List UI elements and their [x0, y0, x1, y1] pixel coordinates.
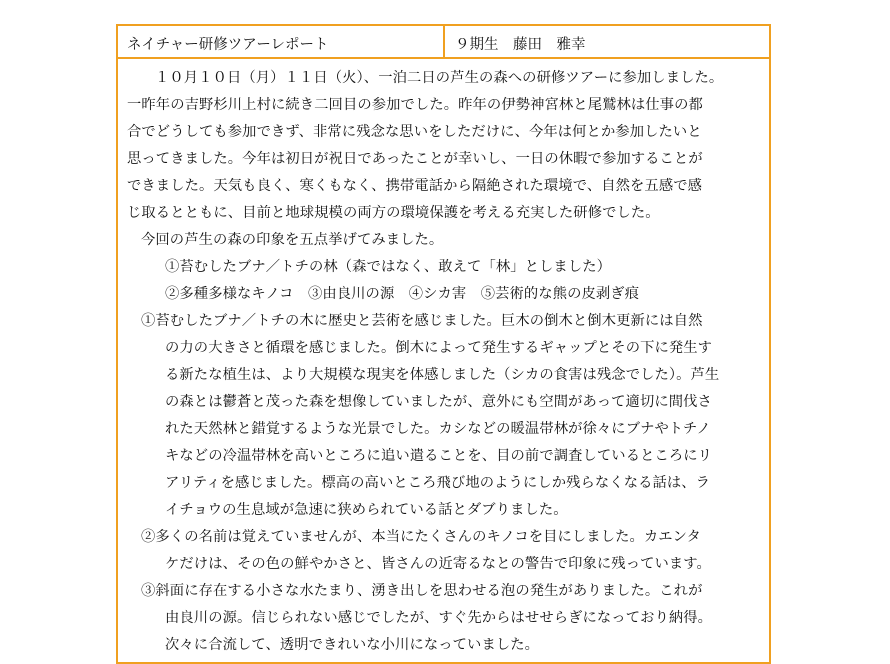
impression-list-item: ②多種多様なキノコ ③由良川の源 ④シカ害 ⑤芸術的な熊の皮剥ぎ痕 — [165, 286, 640, 302]
report-title: ネイチャー研修ツアーレポート — [118, 26, 445, 57]
item-2-line: ②多くの名前は覚えていませんが、本当にたくさんのキノコを目にしました。カエンタ — [141, 529, 701, 545]
paragraph-line: じ取るとともに、目前と地球規模の両方の環境保護を考える充実した研修でした。 — [127, 205, 660, 221]
item-1-line: ①苔むしたブナ／トチの木に歴史と芸術を感じました。巨木の倒木と倒木更新には自然 — [141, 313, 703, 329]
item-1-cont: イチョウの生息域が急速に狭められている話とダブりました。 — [165, 502, 568, 518]
impression-list-item: ①苔むしたブナ／トチの林（森ではなく、敢えて「林」としました） — [165, 259, 612, 275]
item-3-cont: 次々に合流して、透明できれいな小川になっていました。 — [165, 637, 540, 653]
item-1-cont: キなどの冷温帯林を高いところに追い遣ることを、目の前で調査しているところにリ — [165, 448, 713, 464]
item-1-cont: る新たな植生は、より大規模な現実を体感しました（シカの食害は残念でした）。芦生 — [165, 367, 720, 383]
intro-line: 今回の芦生の森の印象を五点挙げてみました。 — [141, 232, 444, 248]
item-1-cont: の力の大きさと循環を感じました。倒木によって発生するギャップとその下に発生す — [165, 340, 713, 356]
paragraph-line: 合でどうしても参加できず、非常に残念な思いをしただけに、今年は何とか参加したいと — [127, 124, 702, 140]
item-1-cont: アリティを感じました。標高の高いところ飛び地のようにしか残らなくなる話は、ラ — [165, 475, 711, 491]
report-author: ９期生 藤田 雅幸 — [455, 37, 586, 53]
item-1-cont: れた天然林と錯覚するような光景でした。カシなどの暖温帯林が徐々にブナやトチノ — [165, 421, 711, 437]
paragraph-line: 一昨年の吉野杉川上村に続き二回目の参加でした。昨年の伊勢神宮林と尾鷲林は仕事の都 — [127, 97, 703, 113]
item-2-cont: ケだけは、その色の鮮やかさと、皆さんの近寄るなとの警告で印象に残っています。 — [165, 556, 711, 572]
paragraph-line: できました。天気も良く、寒くもなく、携帯電話から隔絶された環境で、自然を五感で感 — [127, 178, 703, 194]
item-3-cont: 由良川の源。信じられない感じでしたが、すぐ先からはせせらぎになっており納得。 — [165, 610, 713, 626]
item-1-cont: の森とは鬱蒼と茂った森を想像していましたが、意外にも空間があって適切に間伐さ — [165, 394, 712, 410]
item-3-line: ③斜面に存在する小さな水たまり、湧き出しを思わせる泡の発生がありました。これが — [141, 583, 703, 599]
paragraph-line: １０月１０日（月）１１日（火）、一泊二日の芦生の森への研修ツアーに参加しました。 — [155, 70, 724, 86]
paragraph-line: 思ってきました。今年は初日が祝日であったことが幸いし、一日の休暇で参加することが — [127, 151, 703, 167]
report-body — [118, 59, 769, 659]
report-header — [118, 26, 769, 59]
report-frame — [116, 24, 771, 664]
